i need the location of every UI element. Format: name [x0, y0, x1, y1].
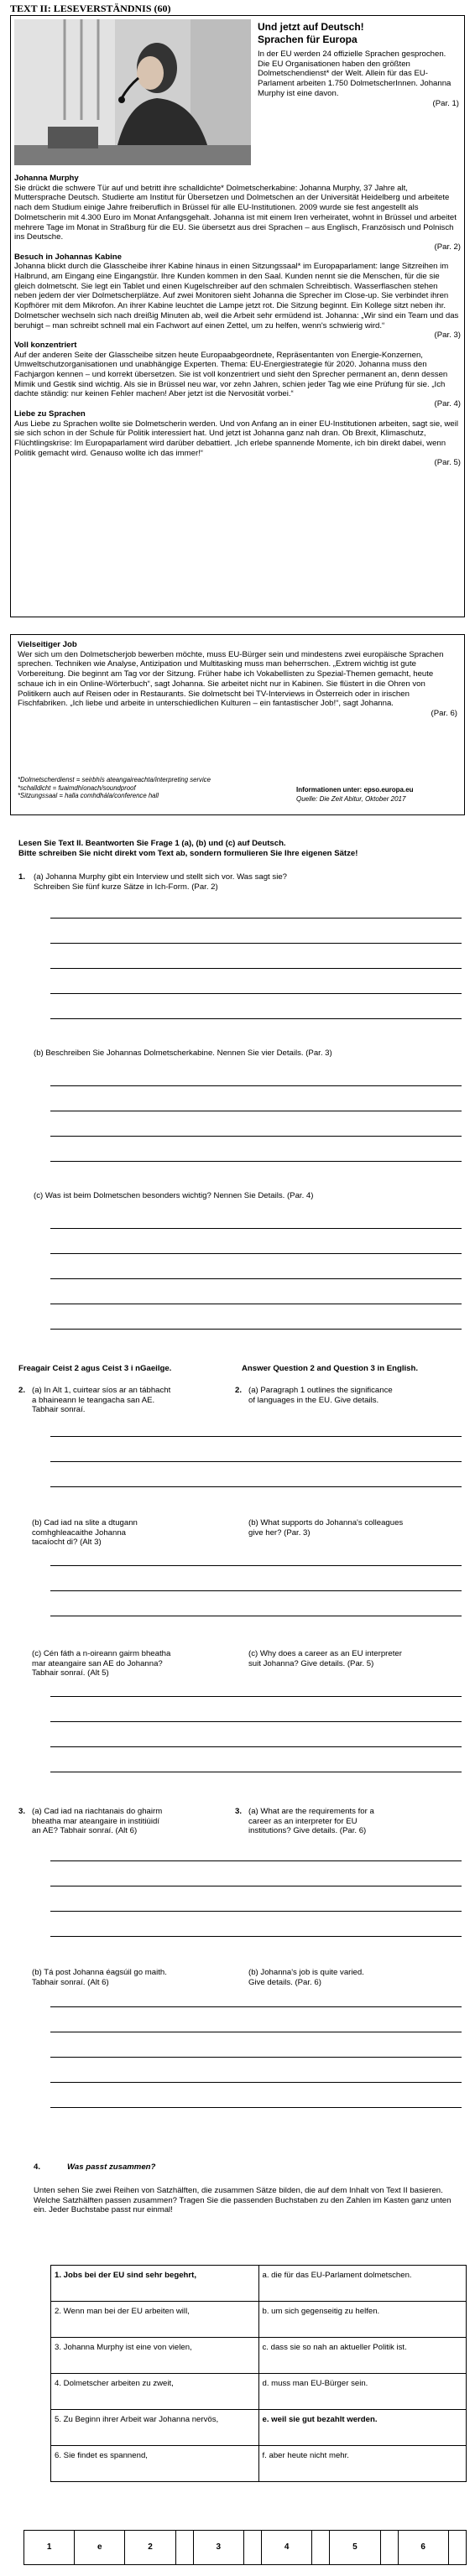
- info-link: Informationen unter: epso.europa.eu: [296, 786, 414, 794]
- footnote: *Dolmetscherdienst = seirbhís ateangaireachta/interpreting service: [18, 776, 211, 783]
- question-number: 2.: [235, 1386, 243, 1395]
- question-2b-english: (b) What supports do Johanna's colleagues give her? (Par. 3): [248, 1518, 404, 1538]
- answer-line[interactable]: [50, 1565, 462, 1566]
- question-2c-irish: (c) Cén fáth a n-oireann gairm bheatha mar ateangaire san AE do Johanna? Tabhair sonraí. (Alt 5): [32, 1649, 171, 1678]
- answer-line[interactable]: [50, 1278, 462, 1279]
- question-4-title: Was passt zusammen?: [67, 2162, 156, 2172]
- section-text: Auf der anderen Seite der Glasscheibe sitzen heute Europaabgeordnete, Repräsentanten von Energie-Konzernen, Umweltschutzorganisationen und unabhängige Experten. Thema: EU-Energiestrategie für 2020. Johanna muss den Fachjargon kennen – und korrekt übersetzen. Sie ist voll konzentriert und sieht den Sprecher permanent an, denn dessen Mimik und Gestik sind wichtig. Als sie in Brüssel neu war, vor zehn Jahren, schien jeder Tag wie eine Prüfung für sie. „Ich dachte ständig: nur keinen Fehler machen! Aber jetzt ist die Nervosität vorbei.“: [14, 350, 448, 399]
- answer-line[interactable]: [50, 1461, 462, 1462]
- left-half: 3. Johanna Murphy ist eine von vielen,: [51, 2338, 259, 2374]
- answer-number: 3: [193, 2531, 243, 2565]
- table-row: [51, 2446, 467, 2482]
- instruction-line: Bitte schreiben Sie nicht direkt vom Text ab, sondern formulieren Sie Ihre eigenen Sätze!: [18, 848, 358, 858]
- answer-line[interactable]: [50, 1329, 462, 1330]
- answer-line[interactable]: [50, 1746, 462, 1747]
- answer-line[interactable]: [50, 993, 462, 994]
- answer-line[interactable]: [50, 1911, 462, 1912]
- par-ref: (Par. 5): [434, 458, 461, 468]
- answer-number: 2: [125, 2531, 175, 2565]
- answer-line[interactable]: [50, 1253, 462, 1254]
- question-number: 2.: [18, 1386, 26, 1395]
- right-half: b. um sich gegenseitig zu helfen.: [258, 2302, 467, 2338]
- answer-line[interactable]: [50, 1721, 462, 1722]
- question-4-instructions: Unten sehen Sie zwei Reihen von Satzhälften, die zusammen Sätze bilden, die auf dem Inhalt von Text II basieren. Welche Satzhälften passen zusammen? Tragen Sie die passenden Buchstaben zu den Zahlen im Kasten ganz unten ein. Jeder Buchstabe passt nur einmal!: [34, 2186, 452, 2215]
- question-1b: (b) Beschreiben Sie Johannas Dolmetscherkabine. Nennen Sie vier Details. (Par. 3): [34, 1049, 332, 1058]
- answer-cell[interactable]: [243, 2531, 261, 2565]
- answer-line[interactable]: [50, 1696, 462, 1697]
- instruction-line: Lesen Sie Text II. Beantworten Sie Frage 1 (a), (b) und (c) auf Deutsch.: [18, 839, 286, 848]
- section-title: TEXT II: LESEVERSTÄNDNIS (60): [10, 3, 171, 14]
- table-row: [51, 2266, 467, 2302]
- par-ref: (Par. 4): [434, 399, 461, 409]
- interpreter-illustration: [14, 19, 251, 165]
- answer-line[interactable]: [50, 1436, 462, 1437]
- left-half: 6. Sie findet es spannend,: [51, 2446, 259, 2482]
- info-box: [10, 634, 465, 815]
- question-2a-english: (a) Paragraph 1 outlines the significance of languages in the EU. Give details.: [248, 1386, 393, 1405]
- answer-cell[interactable]: [312, 2531, 330, 2565]
- right-half: f. aber heute nicht mehr.: [258, 2446, 467, 2482]
- answer-line[interactable]: [50, 1936, 462, 1937]
- matching-table: [50, 2265, 467, 2482]
- article-title: Und jetzt auf Deutsch! Sprachen für Europa: [258, 21, 364, 45]
- section-heading: Liebe zu Sprachen: [14, 409, 86, 419]
- answer-number: 1: [24, 2531, 75, 2565]
- section-text: Sie drückt die schwere Tür auf und betritt ihre schalldichte* Dolmetscherkabine: Johanna Murphy, 37 Jahre alt, Muttersprache Deutsch. Studierte am Institut für Übersetzen und Dolmetschen an der Universität Heidelberg und arbeitete nach dem Studium einige Jahre freiberuflich in Brüssel für alle EU-Institutionen. 2009 wurde sie fest angestellt als Dolmetscherin mit 4.300 Euro im Monat Anfangsgehalt. Johanna ist mit einem Iren verheiratet, wohnt in Brüssel und arbeitet mehrere Tage im Monat in Straßburg für die EU. Sie übersetzt aus drei Sprachen – aus Englisch, Französisch und Polnisch ins Deutsche.: [14, 183, 457, 242]
- answer-line[interactable]: [50, 968, 462, 969]
- right-half: a. die für das EU-Parlament dolmetschen.: [258, 2266, 467, 2302]
- answer-number: 6: [398, 2531, 448, 2565]
- par-ref: (Par. 6): [431, 708, 457, 718]
- table-row: [51, 2302, 467, 2338]
- question-3b-english: (b) Johanna's job is quite varied. Give details. (Par. 6): [248, 1968, 364, 1987]
- irish-instruction: Freagair Ceist 2 agus Ceist 3 i nGaeilge.: [18, 1364, 172, 1373]
- section-text: Aus Liebe zu Sprachen wollte sie Dolmetscherin werden. Und von Anfang an in einer EU-Institutionen arbeiten, sagt sie, weil sie sich schon in der Schule für Politik interessiert hat. Und jetzt ist Johanna ganz nah dran. Ob Brexit, Klimaschutz, Flüchtlingskrise: Im Europaparlament wird darüber debattiert. „Ich erlebe spannende Momente, ich bin direkt dabei, wenn Politik gemacht wird. Genauso wollte ich das immer!“: [14, 419, 459, 458]
- answer-number: 4: [262, 2531, 312, 2565]
- answer-cell[interactable]: e: [75, 2531, 125, 2565]
- par-ref: (Par. 3): [434, 330, 461, 341]
- table-row: [24, 2531, 467, 2565]
- footnote: *Sitzungssaal = halla comhdhála/conference hall: [18, 792, 159, 799]
- answer-line[interactable]: [50, 2107, 462, 2108]
- question-number: 1.: [18, 872, 26, 882]
- section-text: Johanna blickt durch die Glasscheibe ihrer Kabine hinaus in einen Sitzungssaal* im Europaparlament: lange Sitzreihen im Halbrund, am Eingang eine Eingangstür. Ihre Kunden kommen in den Saal. Kunden nennt sie die Menschen, für die sie gleich dolmetscht. Sie legt ein Tablet und einen Kugelschreiber auf den schmalen Schreibtisch. Wasserflaschen stehen neben jedem der vier Dolmetscherplätze. Auf zwei Monitoren sieht Johanna die Sprecher im Close-up. Sie verbindet ihren Kopfhörer mit dem Mikrofon. An ihrer Kabine leuchtet die Lampe jetzt rot. Die Sitzung beginnt. Ein Kollege sitzt neben ihr. Dolmetscher wechseln sich nach dreißig Minuten ab, weil die Arbeit sehr ermüdend ist. Johanna: „Wir sind ein Team und das beruhigt – man schreibt schnell mal ein Fachwort auf einen Zettel, um zu helfen, wenn's schwierig wird.“: [14, 262, 459, 330]
- answer-line[interactable]: [50, 1018, 462, 1019]
- footnotes: [18, 776, 269, 800]
- left-half: 2. Wenn man bei der EU arbeiten will,: [51, 2302, 259, 2338]
- right-half: e. weil sie gut bezahlt werden.: [258, 2410, 467, 2446]
- left-half: 1. Jobs bei der EU sind sehr begehrt,: [51, 2266, 259, 2302]
- answer-line[interactable]: [50, 2082, 462, 2083]
- table-row: [51, 2338, 467, 2374]
- answer-line[interactable]: [50, 1136, 462, 1137]
- answer-line[interactable]: [50, 1860, 462, 1861]
- answer-cell[interactable]: [175, 2531, 193, 2565]
- answer-line[interactable]: [50, 1486, 462, 1487]
- question-number: 4.: [34, 2162, 41, 2172]
- question-3b-irish: (b) Tá post Johanna éagsúil go maith. Tabhair sonraí. (Alt 6): [32, 1968, 167, 1987]
- left-half: 4. Dolmetscher arbeiten zu zweit,: [51, 2374, 259, 2410]
- question-2b-irish: (b) Cad iad na slite a dtugann comhghleacaithe Johanna tacaíocht di? (Alt 3): [32, 1518, 138, 1548]
- question-number: 3.: [235, 1807, 243, 1816]
- answer-line[interactable]: [50, 1228, 462, 1229]
- par-ref: (Par. 2): [434, 242, 461, 252]
- answer-grid: [23, 2530, 467, 2565]
- question-1c: (c) Was ist beim Dolmetschen besonders wichtig? Nennen Sie Details. (Par. 4): [34, 1191, 314, 1200]
- footnote: *schalldicht = fuaimdhíonach/soundproof: [18, 783, 136, 792]
- section-heading: Johanna Murphy: [14, 174, 79, 183]
- english-instruction: Answer Question 2 and Question 3 in English.: [242, 1364, 419, 1373]
- answer-line[interactable]: [50, 943, 462, 944]
- article-body: [14, 174, 461, 468]
- table-row: [51, 2374, 467, 2410]
- question-2c-english: (c) Why does a career as an EU interpreter suit Johanna? Give details. (Par. 5): [248, 1649, 402, 1668]
- right-half: d. muss man EU-Bürger sein.: [258, 2374, 467, 2410]
- info-text: Wer sich um den Dolmetscherjob bewerben möchte, muss EU-Bürger sein und mindestens zwei europäische Sprachen sprechen. Techniken wie Analyse, Antizipation und Multitasking muss man beherrschen. „Extrem wichtig ist gute Vorbereitung. Die beginnt am Tag vor der Sitzung. Früher habe ich Vokabellisten zu Spezial-Themen gemacht, heute schaue ich in ein Online-Wörterbuch“, sagt Johanna. Sie arbeitet nicht nur in Kabinen. Sie flüstert in die Ohren von Politikern auch auf Reisen oder in Restaurants. Sie dolmetscht bei TV-Interviews in Österreich oder in irischen Fischfabriken. „Ich liebe und arbeite in unterschiedlichen Kulturen – ein fantastischer Job!“, sagt Johanna.: [18, 649, 444, 709]
- question-3a-english: (a) What are the requirements for a career as an interpreter for EU institutions? Give details. (Par. 6): [248, 1807, 374, 1836]
- answer-cell[interactable]: [380, 2531, 398, 2565]
- intro-text: In der EU werden 24 offizielle Sprachen gesprochen. Die EU Organisationen haben den größten Dolmetschendienst* der Welt. Allein für das EU-Parlament arbeiten 1.750 DolmetscherInnen. Johanna Murphy ist eine davon.: [258, 49, 452, 98]
- right-half: c. dass sie so nah an aktueller Politik ist.: [258, 2338, 467, 2374]
- answer-cell[interactable]: [448, 2531, 466, 2565]
- answer-line[interactable]: [50, 1085, 462, 1086]
- instructions: [18, 839, 463, 858]
- article-box: [10, 15, 465, 617]
- question-3a-irish: (a) Cad iad na riachtanais do ghairm bheatha mar ateangaire in institiúidí an AE? Tabhair sonraí. (Alt 6): [32, 1807, 163, 1836]
- answer-number: 5: [330, 2531, 380, 2565]
- answer-line[interactable]: [50, 2057, 462, 2058]
- answer-line[interactable]: [50, 1161, 462, 1162]
- answer-line[interactable]: [50, 2006, 462, 2007]
- info-heading: Vielseitiger Job: [18, 640, 77, 649]
- source: Quelle: Die Zeit Abitur, Oktober 2017: [296, 795, 406, 803]
- question-2a-irish: (a) In Alt 1, cuirtear síos ar an tábhacht a bhaineann le teangacha san AE. Tabhair sonraí.: [32, 1386, 171, 1415]
- question-1a: (a) Johanna Murphy gibt ein Interview und stellt sich vor. Was sagt sie? Schreiben Sie fünf kurze Sätze in Ich-Form. (Par. 2): [34, 872, 287, 892]
- table-row: [51, 2410, 467, 2446]
- section-heading: Besuch in Johannas Kabine: [14, 252, 122, 262]
- left-half: 5. Zu Beginn ihrer Arbeit war Johanna nervös,: [51, 2410, 259, 2446]
- question-number: 3.: [18, 1807, 26, 1816]
- section-heading: Voll konzentriert: [14, 340, 77, 350]
- article-intro: [258, 49, 459, 108]
- answer-line[interactable]: [50, 1590, 462, 1591]
- answer-line[interactable]: [50, 918, 462, 919]
- par-ref: (Par. 1): [432, 98, 459, 108]
- interpreter-photo: [14, 19, 251, 165]
